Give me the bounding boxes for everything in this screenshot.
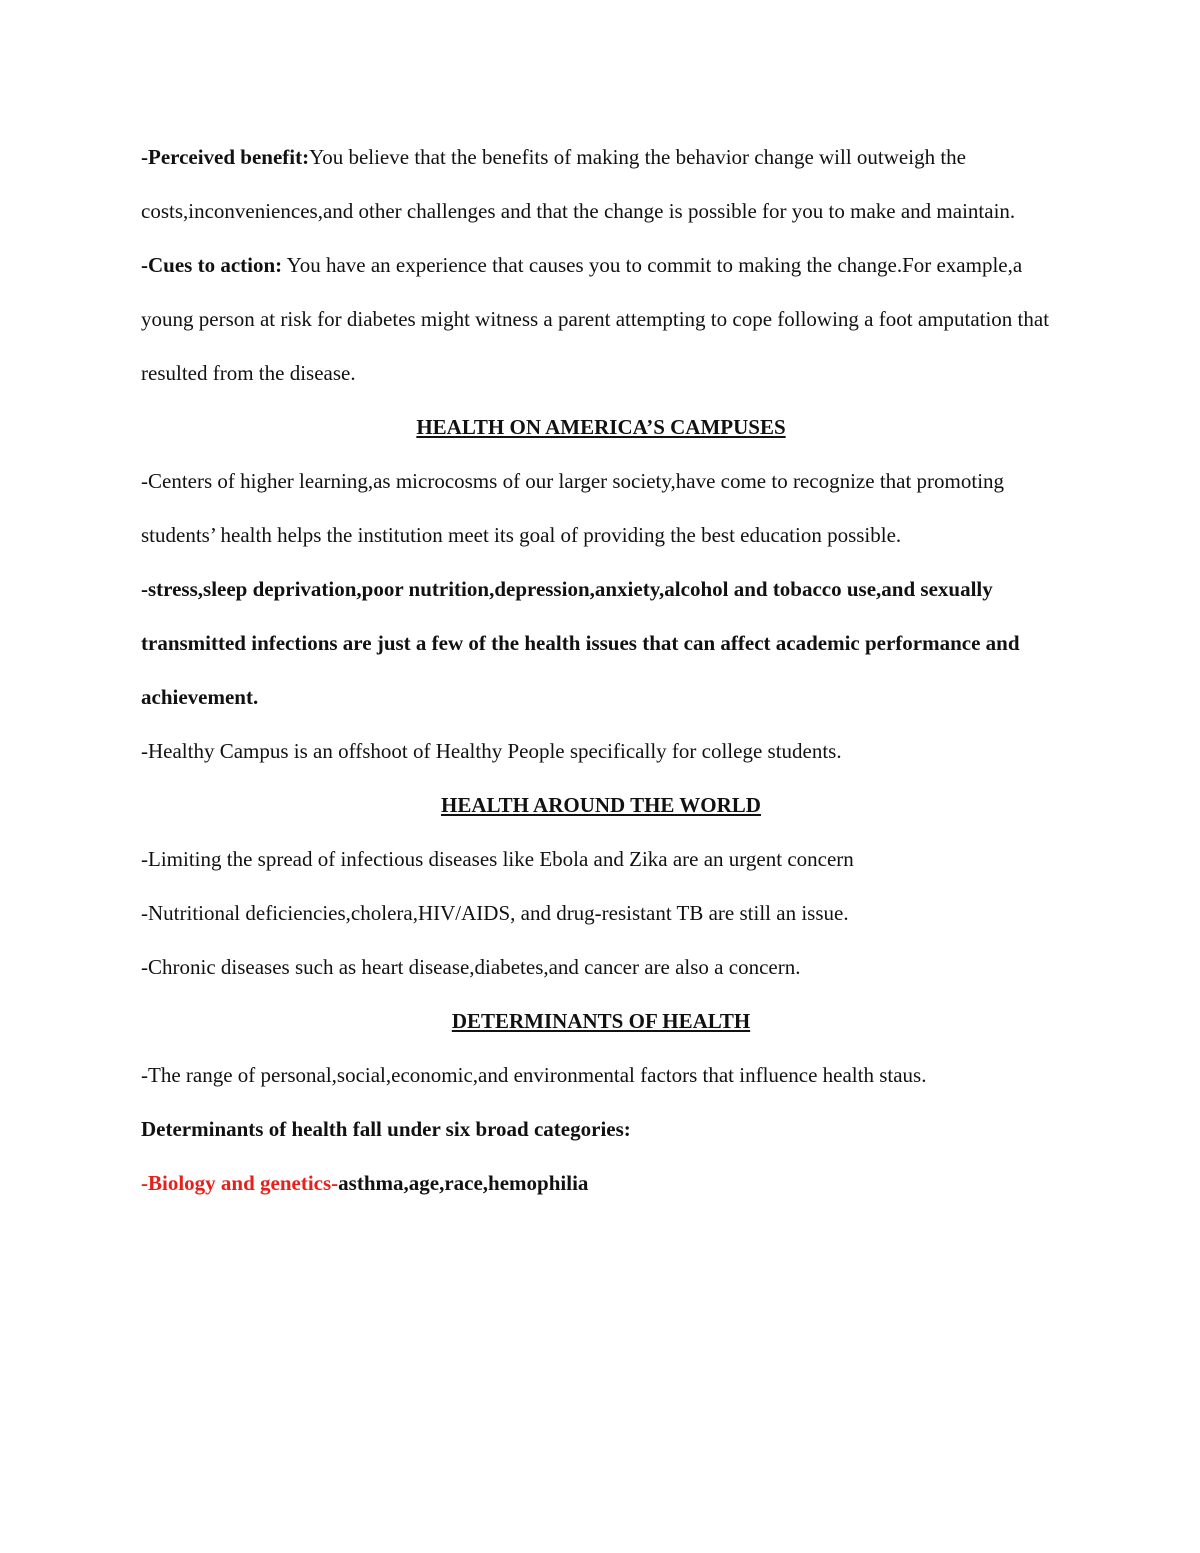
perceived-benefit-text: You believe that the benefits of making the behavior change will outweigh the costs,inconveniences,and other challenges and that the change is possible for you to make and maintain. [141,145,1016,223]
biology-genetics-label: -Biology and genetics- [141,1171,339,1195]
perceived-benefit-paragraph [141,130,1061,238]
world-item: -Nutritional deficiencies,cholera,HIV/AIDS, and drug-resistant TB are still an issue. [141,901,849,925]
campuses-paragraph-2: -stress,sleep deprivation,poor nutrition,depression,anxiety,alcohol and tobacco use,and sexually transmitted infections are just a few of the health issues that can affect academic performance and achievement. [141,577,1020,709]
determinants-heading: DETERMINANTS OF HEALTH [451,1009,751,1033]
campuses-paragraph-1: -Centers of higher learning,as microcosms of our larger society,have come to recognize that promoting students’ health helps the institution meet its goal of providing the best education possible. [141,469,1005,547]
campuses-paragraph-3: -Healthy Campus is an offshoot of Healthy People specifically for college students. [141,739,842,763]
determinants-paragraph-1: -The range of personal,social,economic,and environmental factors that influence health staus. [141,1063,927,1087]
world-item: -Limiting the spread of infectious diseases like Ebola and Zika are an urgent concern [141,847,854,871]
cues-to-action-label: -Cues to action: [141,253,283,277]
cues-to-action-paragraph [141,238,1061,400]
document-page [141,130,1061,1210]
world-item: -Chronic diseases such as heart disease,diabetes,and cancer are also a concern. [141,955,801,979]
determinants-categories-intro: Determinants of health fall under six broad categories: [141,1117,631,1141]
cues-to-action-text: You have an experience that causes you to commit to making the change.For example,a young person at risk for diabetes might witness a parent attempting to cope following a foot amputation that resulted from the disease. [141,253,1050,385]
world-heading: HEALTH AROUND THE WORLD [441,793,761,817]
biology-genetics-item [141,1156,1061,1210]
perceived-benefit-label: -Perceived benefit: [141,145,310,169]
biology-genetics-text: asthma,age,race,hemophilia [338,1171,589,1195]
campuses-heading: HEALTH ON AMERICA’S CAMPUSES [416,415,786,439]
